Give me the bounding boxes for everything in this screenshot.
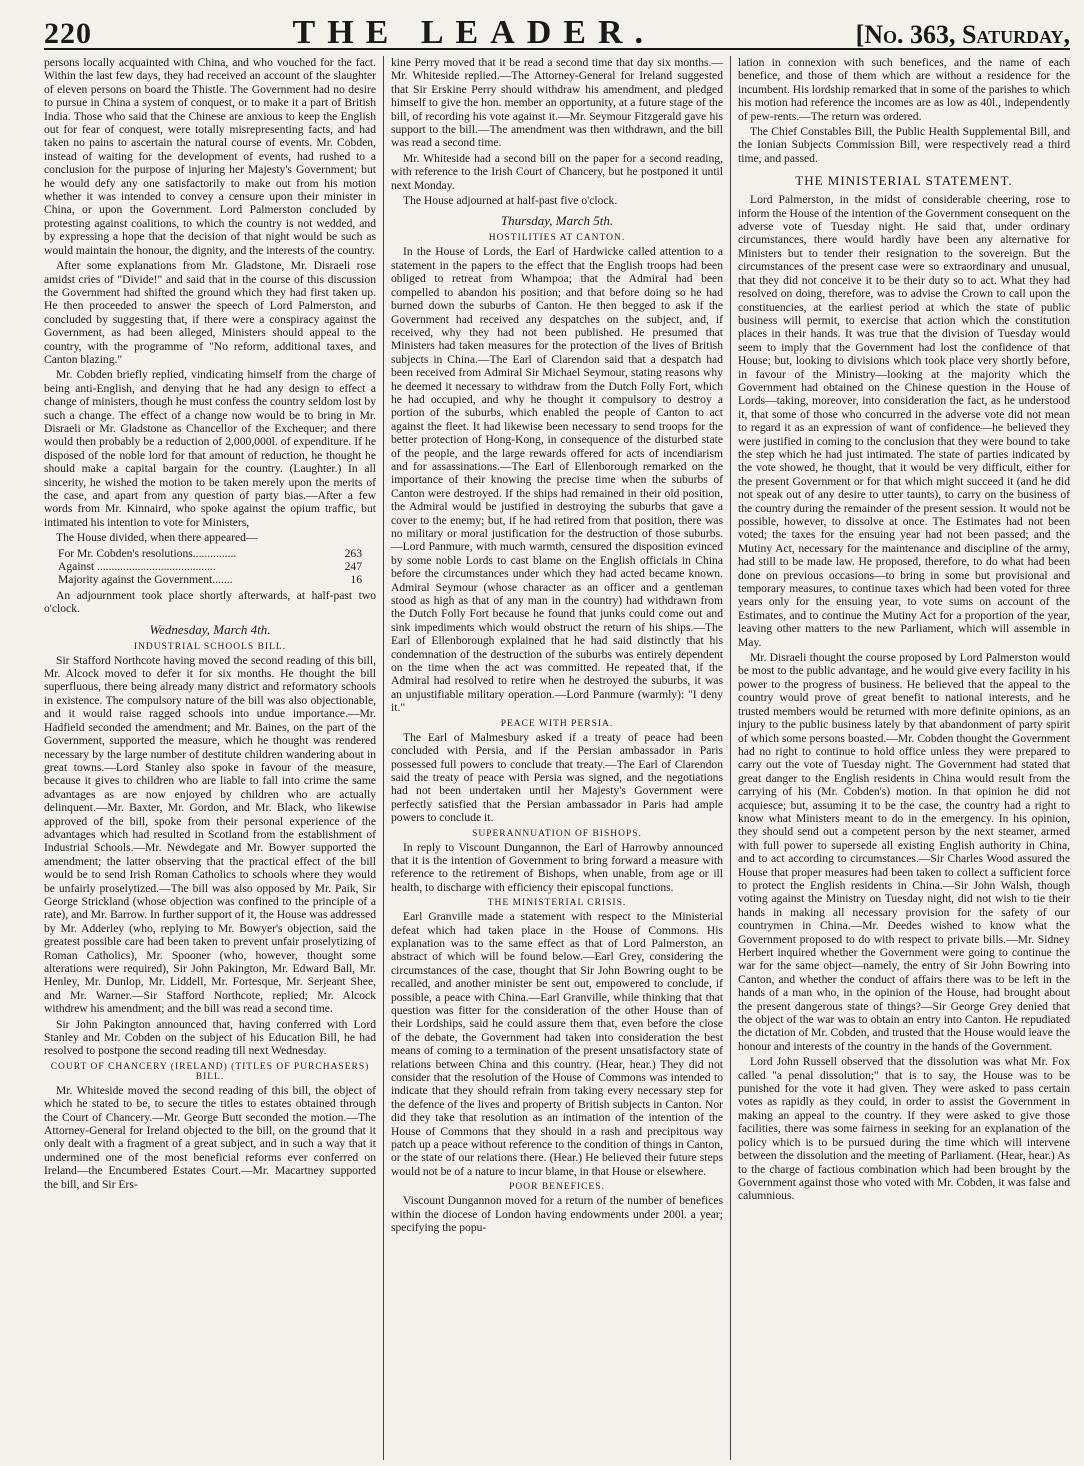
paragraph: Lord Palmerston, in the midst of considerable cheering, rose to inform the House of the intention of the Government consequent on the adverse vote of Tuesday night. He said that, under ordinary circumstances, there would hardly have been any alternative for Ministers but to tender their resignation to the sovereign. But the circumstances of the present case were so extraordinary and unusual, that they did not conceive it to be their duty so to act. What they had resolved on doing, therefore, was to advise the Crown to call upon the constituencies, at the earliest period at which the state of public business will permit, to exercise that action which the constitution places in their hands. It was true that the division of Tuesday would seem to imply that the Government had lost the confidence of that House; but, looking to divisions which took place very shortly before, in favour of the Ministry—looking at the majority which the Government had obtained on the Chinese question in the House of Lords—taking, moreover, into consideration the fact, as he understood it, that some of those who concurred in the adverse vote did not mean to regard it as an expression of want of confidence—he believed they were justified in coming to the conclusion that they were bound to take the step which he had just intimated. The state of parties indicated by the vote showed, he thought, that it would be very difficult, either for the present Government or for that which might succeed it (and he did not speak out of any desire to utter taunts), to carry on the business of the country during the remainder of the present session. It would not be possible, however, to dissolve at once. The Estimates had not been voted; the taxes for the ensuing year had not been passed; and the Mutiny Act, necessary for the maintenance and discipline of the army, had still to be made law. He proposed, therefore, to do what had been done on previous occasions—to bring in some but provisional and temporary measures, to continue taxes which had been voted for three years only for the ensuing year, to vote sums on account of the Estimates, and to continue the Mutiny Act for a proportion of the year, leaving other matters to the new Parliament, which will assemble in May. (738, 193, 1070, 649)
division-value: 263 (344, 546, 362, 560)
division-row-for (44, 547, 376, 560)
paragraph: Mr. Whiteside moved the second reading of this bill, the object of which he stated to be, to secure the titles to estates obtained through the Court of Chancery.—Mr. George Butt seconded the motion.—The Attorney-General for Ireland objected to the bill, on the ground that it only dealt with a fragment of a great subject, and in such a way that it undermined one of the most beneficial reforms ever conferred on Ireland—the Encumbered Estates Court.—Mr. Macartney supported the bill, and Sir Ers- (44, 1083, 376, 1191)
paragraph: After some explanations from Mr. Gladstone, Mr. Disraeli rose amidst cries of "Divide!" and said that in the course of this discussion the Government had shifted the ground which they had first taken up. He then proceeded to answer the speech of Lord Palmerston, and concluded by suggesting that, if there were a conspiracy against the Government, as had been alleged, Ministers should appeal to the country, with the programme of "No reform, additional taxes, and Canton blazing." (44, 259, 376, 366)
division-label: Against ......................................... (58, 560, 216, 574)
paragraph: Mr. Whiteside had a second bill on the paper for a second reading, with reference to the Irish Court of Chancery, but he postponed it until next Monday. (391, 151, 723, 192)
paragraph: The House divided, when there appeared— (56, 531, 258, 545)
text-columns (44, 56, 1070, 1460)
section-heading: THE MINISTERIAL CRISIS. (487, 898, 627, 909)
section-heading: COURT OF CHANCERY (IRELAND) (TITLES OF PURCHASERS) BILL. (50, 1061, 370, 1082)
masthead (44, 0, 1070, 50)
issue-info: [No. 363, Saturday, (855, 20, 1070, 49)
division-label: For Mr. Cobden's resolutions............... (58, 546, 237, 560)
paragraph: Mr. Cobden briefly replied, vindicating himself from the charge of being anti-English, and denying that he had any design to effect a change of ministers, though he must confess the country seldom lost by such a change. The effect of a change now would be to bring in Mr. Disraeli or Mr. Gladstone as Chancellor of the Exchequer; and there would then probably be a reduction of 2,000,000l. of expenditure. If he disposed of the noble lord for that amount of reduction, he thought he should make a capital bargain for the country. (Laughter.) In all sincerity, he wished the motion to be taken merely upon the merits of the case, and apart from any question of party bias.—After a few words from Mr. Kinnaird, who spoke against the opium traffic, but intimated his intention to vote for Ministers, (44, 368, 376, 529)
division-row-majority (44, 573, 376, 586)
paragraph: In the House of Lords, the Earl of Hardwicke called attention to a statement in the papers to the effect that the English troops had been obliged to retreat from Whampoa; that the Admiral had been compelled to abandon his position; and that before doing so he had burned down the suburbs of Canton. He then begged to ask if the Government had received any despatches on the subject, and, if received, why they had not been published. He presumed that Ministers had taken measures for the protection of the lives of British subjects in China.—The Earl of Clarendon said that a despatch had been received from Admiral Sir Michael Seymour, stating reasons why he deemed it necessary to withdraw from the Dutch Folly Fort, which he had occupied, and why he thought it compulsory to destroy a portion of the suburbs, which enabled the people of Canton to act against the fleet. It had likewise been necessary to send troops for the better protection of Hong-Kong, in consequence of the disturbed state of the people, and the large rewards offered for acts of incendiarism and for assassinations.—The Earl of Ellenborough remarked on the importance of their knowing the precise time when the suburbs of Canton were destroyed. If the ships had remained in their old position, the Admiral would be justified in destroying the suburbs that gave a cover to the enemy; but, if he had retired from that position, there was no military or moral justification for the destruction of those suburbs.—Lord Panmure, with much warmth, censured the disposition evinced by some noble Lords to cast blame on the English officials in China before the circumstances under which they had acted became known. Admiral Seymour (whose character as an officer and a gentleman stood as high as that of any man in the country) had withdrawn from the Dutch Folly Fort because he found that junks could come out and sink impediments which would obstruct the return of his ships.—The Earl of Ellenborough explained that he had said distinctly that his condemnation of the destruction of the suburbs was entirely dependent on the time when the act was committed. He repeated that, if the Admiral had resolved to retire when he destroyed the suburbs, it was an unjustifiable military operation.—Lord Panmure (warmly): "I deny it." (391, 245, 723, 715)
paragraph: The Chief Constables Bill, the Public Health Supplemental Bill, and the Ionian Subjects Commission Bill, were respectively read a third time, and passed. (738, 125, 1070, 165)
paragraph: Mr. Disraeli thought the course proposed by Lord Palmerston would be most to the public advantage, and he would give every facility in his power to the progress of business. He believed that the appeal to the country would prove of great benefit to national interests, and he trusted members would be returned with more definite opinions, as an injury to the public business lately by that abandonment of party spirit of which some persons boasted.—Mr. Cobden thought the Government had no right to continue to hold office unless they were prepared to carry out the vote of Tuesday night. The Government had stated that great danger to the English residents in China would result from the carrying of his (Mr. Cobden's) motion. In that opinion he did not acquiesce; but, assuming it to be the case, the country had a right to know what Ministers meant to do in the emergency. In his opinion, they should send out a competent person by the next steamer, armed with full power to supersede all existing English authority in China, and to act according to circumstances.—Sir Charles Wood assured the House that proper measures had been taken to collect a sufficient force to protect the English residents in China.—Sir John Walsh, though voting against the Ministry on Tuesday night, did not wish to tie their hands in making all necessary provision for the safety of our countrymen in China.—Mr. Deedes wished to know what the Government proposed to do with respect to private bills.—Mr. Sidney Herbert inquired whether the Government were going to continue the war for the same object—namely, the entry of Sir John Bowring into Canton, and whether the conduct of affairs there was to be left in the hands of a man who, in the opinion of the House, had brought about the present dangerous state of things?—Sir George Grey denied that the object of the war was to obtain an entry into Canton. He repudiated the dictation of Mr. Cobden, and trusted that the House would leave the honour and interests of the country in the hands of the Government. (738, 651, 1070, 1053)
division-row-against (44, 560, 376, 573)
paragraph: Earl Granville made a statement with respect to the Ministerial defeat which had taken place in the House of Commons. His explanation was to the same effect as that of Lord Palmerston, an abstract of which will be found below.—Earl Grey, considering the circumstances of the case, thought that Sir John Bowring ought to be recalled, and another minister be sent out, empowered to conclude, if possible, a peace with China.—Earl Granville, while thinking that that question was fitter for the consideration of the other House than of their Lordships, said he could assure them that, even before the close of the debate, the Government had taken into consideration the best means of coming to a termination of the present unsatisfactory state of relations between China and this country. (Hear, hear.) They did not consider that the resolution of the House of Commons was intended to indicate that they should refrain from taking every necessary step for the defence of the lives and property of British subjects in Canton. Nor did they take that resolution as an intimation of the intention of the House of Commons that they should in a rash and precipitous way patch up a peace without reference to the condition of things in Canton, or the state of our relations there. (Hear.) He believed their future steps would not be of a nature to incur blame, in that House or elsewhere. (391, 910, 723, 1178)
paragraph: An adjournment took place shortly afterwards, at half-past two o'clock. (44, 588, 376, 616)
column-1 (44, 56, 384, 1460)
column-2 (384, 56, 731, 1460)
section-heading: THE MINISTERIAL STATEMENT. (795, 173, 1013, 189)
section-heading: HOSTILITIES AT CANTON. (488, 233, 626, 244)
division-table (44, 547, 376, 587)
section-heading: INDUSTRIAL SCHOOLS BILL. (133, 641, 287, 652)
division-value: 16 (350, 573, 362, 587)
section-heading: PEACE WITH PERSIA. (500, 718, 614, 729)
paragraph: persons locally acquainted with China, and who vouched for the fact. Within the last few days, they had received an account of the slaughter of eleven persons on board the Thistle. The Government had no desire to pursue in China a system of conquest, or to make it a part of British India. Those who said that the Chinese are anxious to keep the English out for fear of conquest, were totally misrepresenting facts, and had taken no pains to ascertain the natural course of events. Mr. Cobden, instead of waiting for the development of events, had rushed to a conclusion for the purpose of injuring her Majesty's Government; but he would defy any one satisfactorily to make out from his motion whether it was intended to convey a censure upon their minister in China, or upon the Government. Lord Palmerston concluded by protesting against coalitions, to which the country is not wedded, and by expressing a hope that the decision of that night would be such as would maintain the honour, the dignity, and the interests of the country. (44, 56, 376, 257)
paragraph: In reply to Viscount Dungannon, the Earl of Harrowby announced that it is the intention of Government to bring forward a measure with reference to the retirement of Bishops, when unable, from age or ill health, to discharge with efficiency their episcopal functions. (391, 840, 723, 894)
paragraph: The Earl of Malmesbury asked if a treaty of peace had been concluded with Persia, and if the Persian ambassador in Paris possessed full powers to conclude that treaty.—The Earl of Clarendon said the treaty of peace with Persia was signed, and the negotiations had not been undertaken until her Majesty's Government were perfectly satisfied that the Persian ambassador in Paris had ample powers to conclude it. (391, 730, 723, 825)
section-heading: POOR BENEFICES. (509, 1182, 605, 1193)
section-heading: SUPERANNUATION OF BISHOPS. (472, 828, 642, 839)
paragraph: Lord John Russell observed that the dissolution was what Mr. Fox called "a penal dissolution;" that is to say, the House was to be punished for the vote it had given. They were asked to pass certain votes as rapidly as they could, in order to assist the Government in making an appeal to the country. If they were asked to give those facilities, there was some fairness in seeking for an explanation of the policy which is to be pursued during the time which will intervene between the dissolution and the meeting of Parliament. (Hear, hear.) As to the charge of factious combination which had been brought by the Government against those who voted with Mr. Cobden, it was false and calumnious. (738, 1055, 1070, 1203)
paragraph: Sir John Pakington announced that, having conferred with Lord Stanley and Mr. Cobden on the subject of his Education Bill, he had resolved to postpone the second reading till next Wednesday. (44, 1017, 376, 1058)
newspaper-title: THE LEADER. (292, 14, 656, 51)
paragraph: lation in connexion with such benefices, and the name of each benefice, and those of them which are without a residence for the incumbent. His lordship remarked that in some of the parishes to which his motion had reference the incomes are as low as 40l., independently of pew-rents.—The return was ordered. (738, 56, 1070, 123)
paragraph: Viscount Dungannon moved for a return of the number of benefices within the diocese of London having endowments under 200l. a year; specifying the popu- (391, 1194, 723, 1235)
paragraph: Sir Stafford Northcote having moved the second reading of this bill, Mr. Alcock moved to defer it for six months. He thought the bill superfluous, there being already many district and reformatory schools in existence. The compulsory nature of the bill was also objectionable, and it would raise ragged schools into undue importance.—Mr. Hadfield seconded the amendment; and Mr. Baines, on the part of the Government, supported the measure, which he thought was rendered necessary by the large number of destitute children wandering about in great towns.—Lord Stanley also spoke in favour of the measure, because it gives to children who are liable to fall into crime the same advantages as are now enjoyed by children who are actually delinquent.—Mr. Baxter, Mr. Gordon, and Mr. Black, who likewise approved of the bill, spoke from their personal experience of the advantages which had resulted in Scotland from the establishment of Industrial Schools.—Mr. Newdegate and Mr. Bowyer supported the amendment; the latter observing that the practical effect of the bill would be to send Irish Roman Catholics to schools where they would be unfairly proselytized.—The bill was also opposed by Mr. Paik, Sir George Strickland (whose objection was confined to the principle of a rate), and Mr. Barrow. In further support of it, the House was addressed by Mr. Adderley (who, replying to Mr. Bowyer's objection, said the greatest possible care had been taken to prevent unfair proselytizing of Roman Catholics), Mr. Spooner (who, however, thought some alterations were required), Sir John Pakington, Mr. Edward Ball, Mr. Henley, Mr. Dunlop, Mr. Liddell, Mr. Fortesque, Mr. Serjeant Shee, and Mr. Warner.—Sir Stafford Northcote, replied; Mr. Alcock withdrew his amendment; and the bill was read a second time. (44, 653, 376, 1016)
division-value: 247 (344, 560, 362, 574)
page-number: 220 (44, 17, 92, 50)
date-heading: Thursday, March 5th. (500, 213, 614, 229)
paragraph: kine Perry moved that it be read a second time that day six months.—Mr. Whiteside replied.—The Attorney-General for Ireland suggested that Sir Erskine Perry should withdraw his amendment, and pledged himself to give the hon. member an opportunity, at a future stage of the bill, of recording his vote against it.—Mr. Seymour Fitzgerald gave his support to the bill.—The amendment was then withdrawn, and the bill was read a second time. (391, 56, 723, 150)
division-label: Majority against the Government....... (58, 573, 233, 587)
column-3 (731, 56, 1070, 1460)
paragraph: The House adjourned at half-past five o'clock. (403, 194, 618, 208)
date-heading: Wednesday, March 4th. (149, 621, 271, 637)
